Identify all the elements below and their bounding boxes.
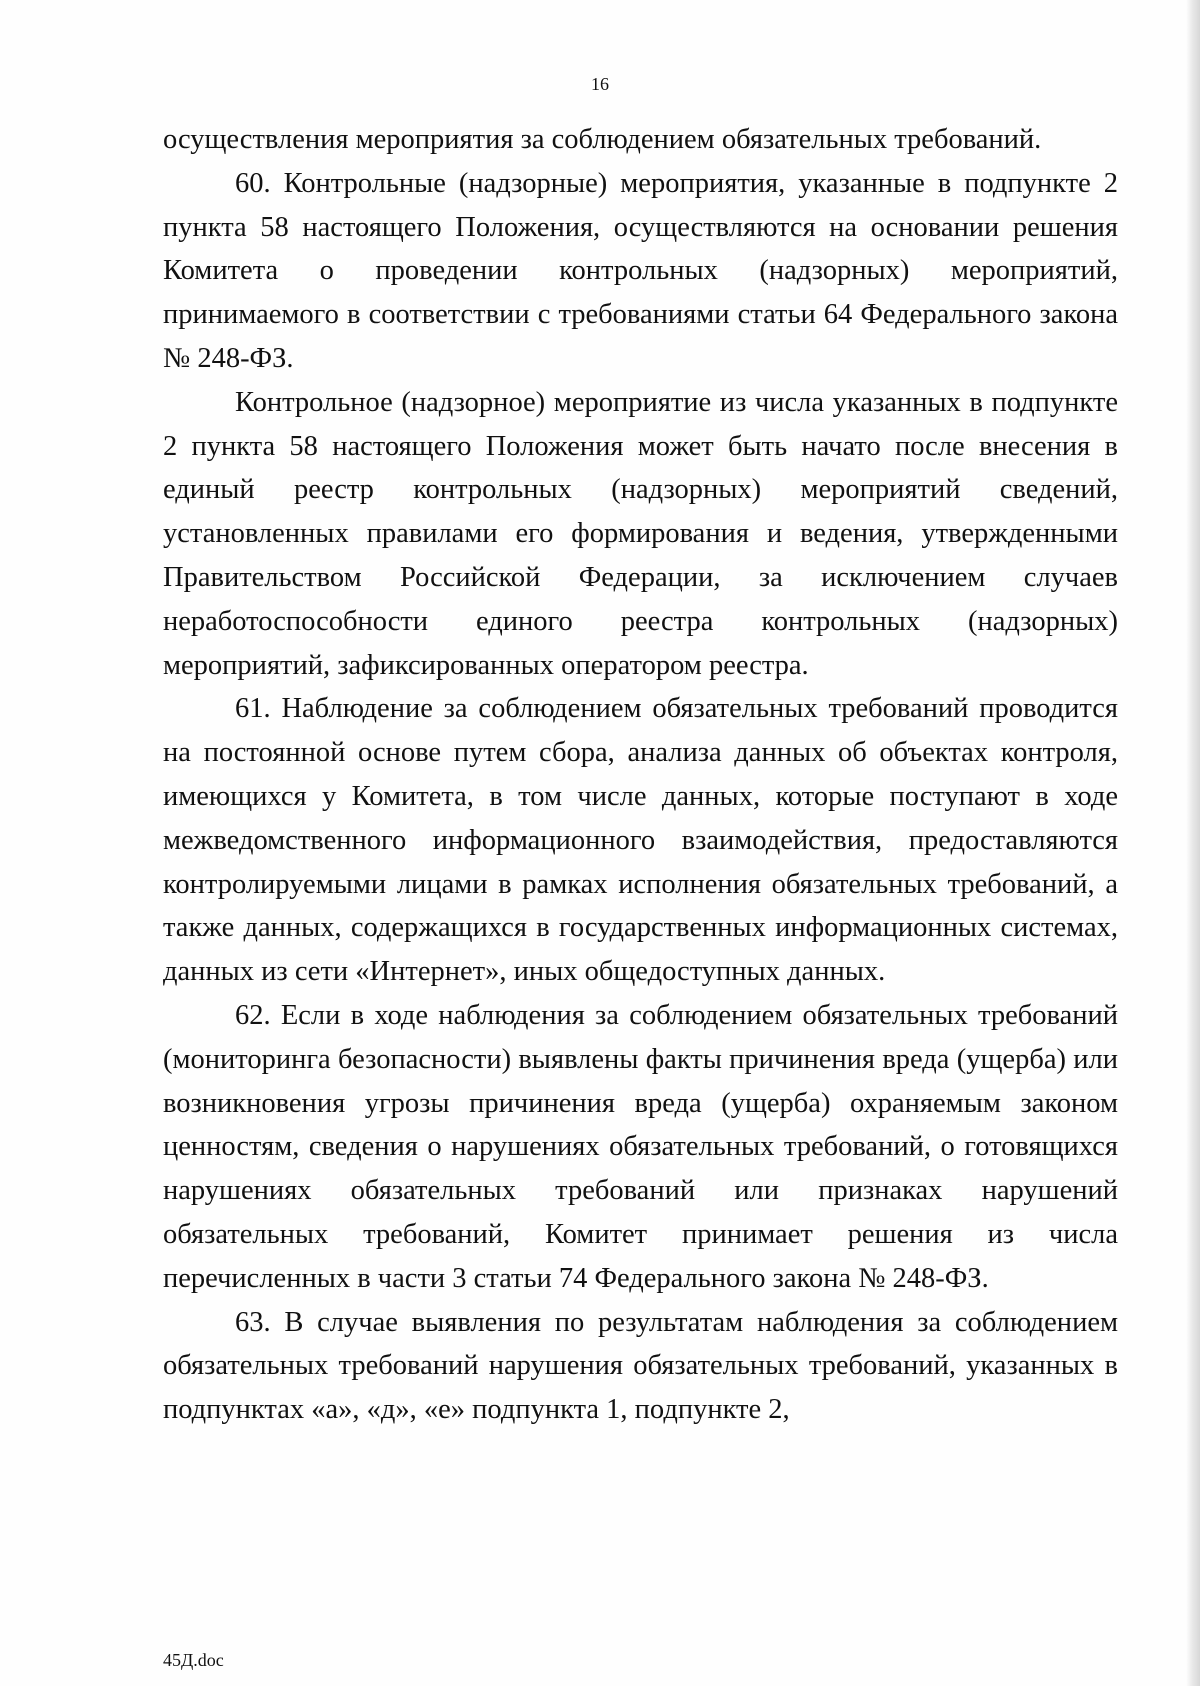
page-number: 16 <box>591 74 609 94</box>
paragraph-63: 63. В случае выявления по результатам наблюдения за соблюдением обязательных требований нарушения обязательных требований, указанных в подпунктах «а», «д», «е» подпункта 1, подпункте 2, <box>163 1306 1118 1426</box>
footer-filename: 45Д.doc <box>163 1650 224 1670</box>
document-body <box>163 118 1118 1432</box>
paragraph-61: 61. Наблюдение за соблюдением обязательных требований проводится на постоянной основе путем сбора, анализа данных об объектах контроля, имеющихся у Комитета, в том числе данных, которые поступают в ходе межведомственного информационного взаимодействия, предоставляются контролируемыми лицами в рамках исполнения обязательных требований, а также данных, содержащихся в государственных информационных системах, данных из сети «Интернет», иных общедоступных данных. <box>163 693 1118 988</box>
scan-edge-shadow <box>1186 0 1200 1686</box>
paragraph-60-control-event: Контрольное (надзорное) мероприятие из числа указанных в подпункте 2 пункта 58 настоящего Положения может быть начато после внесения в единый реестр контрольных (надзорных) мероприятий сведений, установленных правилами его формирования и ведения, утвержденными Правительством Российской Федерации, за исключением случаев неработоспособности единого реестра контрольных (надзорных) мероприятий, зафиксированных оператором реестра. <box>163 386 1118 681</box>
paragraph-60: 60. Контрольные (надзорные) мероприятия, указанные в подпункте 2 пункта 58 настоящего Положения, осуществляются на основании решения Комитета о проведении контрольных (надзорных) мероприятий, принимаемого в соответствии с требованиями статьи 64 Федерального закона № 248-ФЗ. <box>163 167 1118 374</box>
paragraph-62: 62. Если в ходе наблюдения за соблюдением обязательных требований (мониторинга безопасности) выявлены факты причинения вреда (ущерба) или возникновения угрозы причинения вреда (ущерба) охраняемым законом ценностям, сведения о нарушениях обязательных требований, о готовящихся нарушениях обязательных требований или признаках нарушений обязательных требований, Комитет принимает решения из числа перечисленных в части 3 статьи 74 Федерального закона № 248-ФЗ. <box>163 999 1118 1294</box>
paragraph-continuation: осуществления мероприятия за соблюдением обязательных требований. <box>163 124 1042 155</box>
